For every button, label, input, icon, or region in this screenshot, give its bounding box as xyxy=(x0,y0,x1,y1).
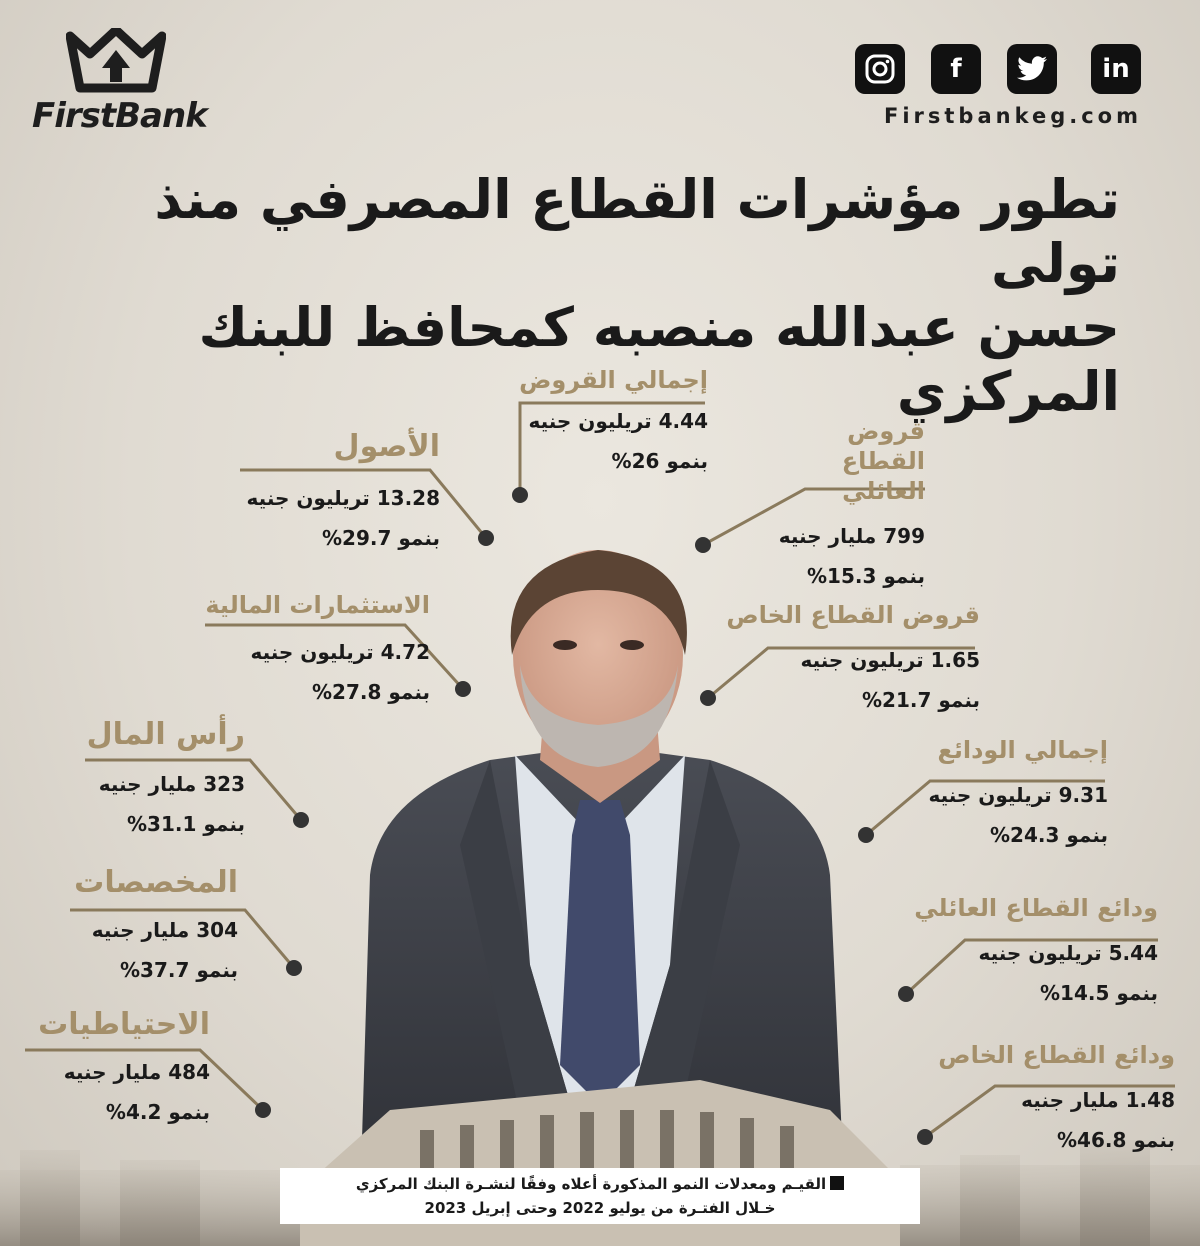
footnote-line-1: القيـم ومعدلات النمو المذكورة أعلاه وفقًا لنشـرة البنك المركزي xyxy=(355,1175,827,1193)
indicator-value: 4.44 تريليون جنيه xyxy=(528,409,708,433)
indicator-growth: بنمو 4.2% xyxy=(105,1100,210,1124)
dot-provisions xyxy=(286,960,302,976)
indicator-total-loans xyxy=(478,365,708,481)
website-link[interactable]: Firstbankeg.com xyxy=(883,104,1142,128)
indicator-growth: بنمو 31.1% xyxy=(127,812,245,836)
indicator-value: 304 مليار جنيه xyxy=(91,918,238,942)
indicator-reserves xyxy=(30,1007,210,1132)
indicator-title: المخصصات xyxy=(74,865,238,900)
indicator-growth: بنمو 15.3% xyxy=(807,564,925,588)
linkedin-glyph: in xyxy=(1102,54,1130,84)
indicator-growth: بنمو 14.5% xyxy=(1040,981,1158,1005)
footnote xyxy=(280,1168,920,1224)
dot-financial-investments xyxy=(455,681,471,697)
indicator-title: رأس المال xyxy=(86,717,245,752)
indicator-growth: بنمو 26% xyxy=(611,449,708,473)
indicator-growth: بنمو 46.8% xyxy=(1057,1128,1175,1152)
indicator-title: قروض القطاع العائلي xyxy=(841,417,925,505)
indicator-title: قروض القطاع الخاص xyxy=(726,601,980,629)
brand-name: FirstBank xyxy=(32,96,207,136)
indicator-value: 4.72 تريليون جنيه xyxy=(250,640,430,664)
indicator-value: 1.48 مليار جنيه xyxy=(1021,1088,1175,1112)
headline-line-2: حسن عبدالله منصبه كمحافظ للبنك المركزي xyxy=(198,296,1120,423)
indicator-provisions xyxy=(60,865,238,990)
indicator-value: 799 مليار جنيه xyxy=(778,524,925,548)
indicator-title: ودائع القطاع العائلي xyxy=(914,894,1158,922)
dot-assets xyxy=(478,530,494,546)
bullet-square-icon xyxy=(830,1176,844,1190)
indicator-private-deposits xyxy=(895,1040,1175,1160)
dot-reserves xyxy=(255,1102,271,1118)
footnote-line-2: خـلال الفتـرة من يوليو 2022 وحتى إبريل 2023 xyxy=(424,1199,776,1217)
indicator-growth: بنمو 29.7% xyxy=(322,526,440,550)
indicator-title: إجمالي القروض xyxy=(519,366,708,394)
indicator-value: 323 مليار جنيه xyxy=(98,772,245,796)
indicator-total-deposits xyxy=(858,735,1108,855)
indicator-assets xyxy=(225,429,440,558)
indicator-household-deposits xyxy=(878,893,1158,1013)
indicator-growth: بنمو 37.7% xyxy=(120,958,238,982)
dot-capital xyxy=(293,812,309,828)
dot-household-loans xyxy=(695,537,711,553)
dot-private-loans xyxy=(700,690,716,706)
indicator-growth: بنمو 24.3% xyxy=(990,823,1108,847)
indicator-value: 484 مليار جنيه xyxy=(63,1060,210,1084)
indicator-household-loans xyxy=(765,416,925,596)
indicator-growth: بنمو 27.8% xyxy=(312,680,430,704)
indicator-title: ودائع القطاع الخاص xyxy=(938,1041,1175,1069)
indicator-capital xyxy=(80,717,245,844)
indicator-title: إجمالي الودائع xyxy=(937,736,1108,764)
indicator-title: الاحتياطيات xyxy=(38,1007,210,1042)
indicator-private-loans xyxy=(720,600,980,720)
indicator-title: الأصول xyxy=(333,429,440,464)
indicator-value: 5.44 تريليون جنيه xyxy=(978,941,1158,965)
indicator-title: الاستثمارات المالية xyxy=(205,591,430,619)
headline-line-1: تطور مؤشرات القطاع المصرفي منذ تولى xyxy=(154,168,1120,295)
indicator-financial-investments xyxy=(200,590,430,712)
dot-total-loans xyxy=(512,487,528,503)
indicator-value: 13.28 تريليون جنيه xyxy=(246,486,440,510)
facebook-glyph: f xyxy=(950,54,962,84)
indicator-value: 1.65 تريليون جنيه xyxy=(800,648,980,672)
indicator-growth: بنمو 21.7% xyxy=(862,688,980,712)
indicator-value: 9.31 تريليون جنيه xyxy=(928,783,1108,807)
